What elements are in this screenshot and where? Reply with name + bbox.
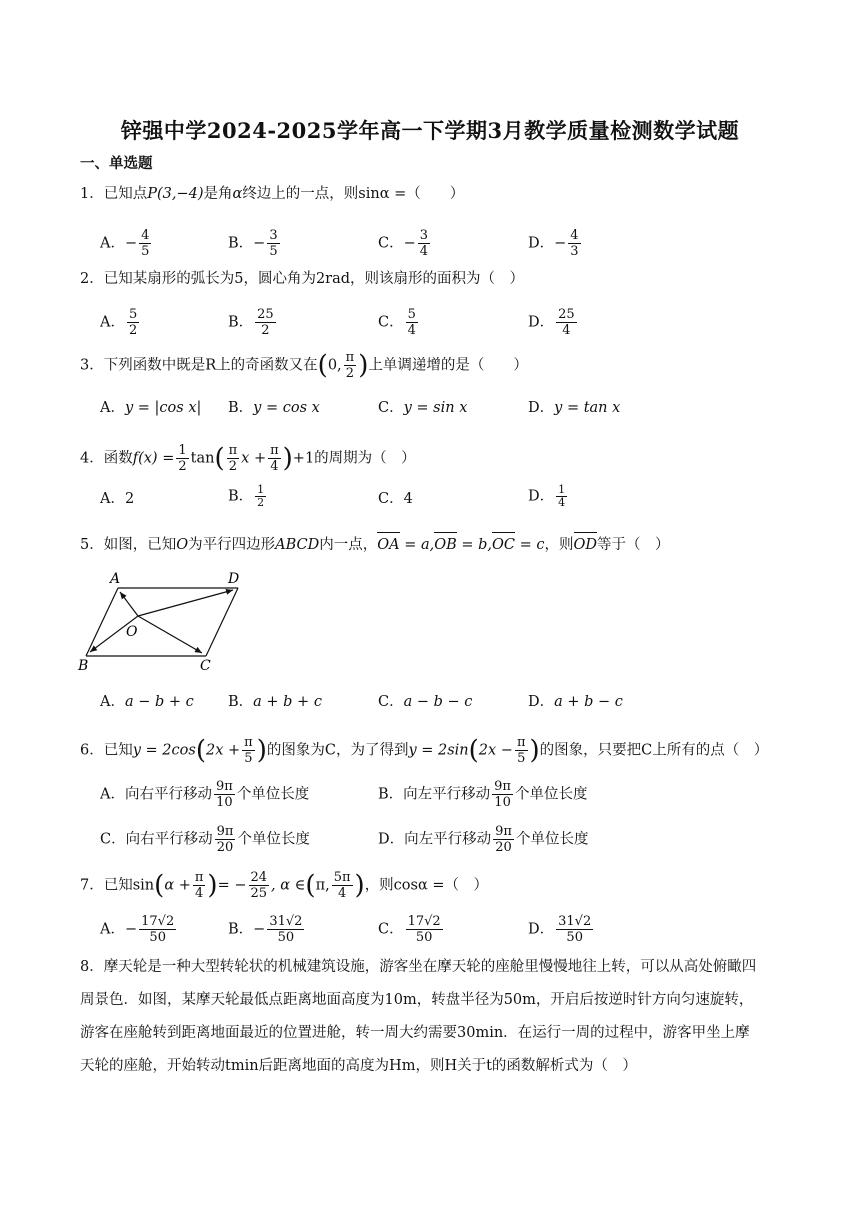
- question-4: [80, 443, 416, 474]
- option-pre: 向右平行移动: [125, 831, 213, 848]
- q6-suffix: 的图象，只要把C上所有的点（ ）: [539, 742, 769, 759]
- option-label: D．: [528, 235, 555, 252]
- option-fraction: [492, 779, 513, 810]
- q7-option-b[interactable]: [228, 914, 306, 945]
- q3-option-a[interactable]: [100, 398, 201, 418]
- q6-y2: y = 2sin: [408, 742, 469, 759]
- q4-option-d[interactable]: [528, 484, 569, 509]
- numerator: 17√2: [407, 914, 441, 929]
- q3-option-b[interactable]: [228, 398, 320, 418]
- option-label: A．: [100, 921, 125, 938]
- denominator: 2: [257, 496, 265, 509]
- q7-frac-1: [193, 870, 206, 901]
- q7-suffix: ，则cosα =（ ）: [364, 877, 489, 894]
- option-pre: 向右平行移动: [124, 786, 212, 803]
- option-label: C．: [378, 491, 404, 507]
- point-label-o: O: [126, 624, 138, 640]
- vector-od: OD: [574, 534, 598, 556]
- option-text: 2: [124, 491, 135, 507]
- denominator: 25: [250, 886, 268, 901]
- q7-frac-2: [249, 870, 270, 901]
- option-fraction: [418, 228, 430, 259]
- option-label: A．: [100, 786, 125, 803]
- denominator: 50: [566, 930, 583, 945]
- numerator: 1: [558, 483, 566, 496]
- numerator: 1: [178, 443, 187, 458]
- denominator: 2: [178, 459, 187, 474]
- option-label: C．: [378, 314, 404, 331]
- option-fraction: [556, 914, 593, 945]
- option-expr: y = cos x: [253, 400, 320, 416]
- q5-option-d[interactable]: [528, 692, 623, 712]
- denominator: 4: [558, 496, 566, 509]
- denominator: 10: [216, 795, 233, 810]
- q1-prefix: 1．已知点: [80, 186, 148, 202]
- q5-mid2: 内一点，: [319, 537, 378, 553]
- q7-option-a[interactable]: [100, 914, 178, 945]
- q7-interval: π,: [315, 877, 330, 894]
- option-fraction: [139, 914, 176, 945]
- right-paren: ): [354, 870, 365, 901]
- page-title: 锌强中学2024-2025学年高一下学期3月教学质量检测数学试题: [120, 118, 740, 143]
- option-label: D．: [378, 831, 405, 848]
- denominator: 4: [270, 459, 279, 474]
- q7-mid: , α ∈: [271, 877, 306, 894]
- option-fraction: [139, 228, 151, 259]
- option-label: B．: [228, 488, 254, 505]
- q8-line-3: 游客在座舱转到距离地面最近的位置进舱，转一周大约需要30min．在运行一周的过程中，游客甲坐上摩: [80, 1025, 750, 1041]
- option-text: 4: [403, 491, 413, 507]
- q6-prefix: 6．已知: [80, 742, 133, 759]
- question-5: [80, 534, 670, 556]
- numerator: 17√2: [141, 914, 175, 929]
- question-6: [80, 735, 768, 766]
- numerator: π: [345, 350, 355, 365]
- vertex-label-c: C: [200, 658, 211, 674]
- q7-option-d[interactable]: [528, 914, 595, 945]
- option-fraction: [267, 914, 304, 945]
- right-paren: ): [358, 350, 369, 381]
- q4-coef: [176, 443, 188, 474]
- option-fraction: [255, 484, 266, 509]
- denominator: 5: [517, 751, 526, 766]
- question-3: [80, 350, 528, 381]
- q5-mid: 为平行四边形: [188, 537, 276, 553]
- q7-inner: α +: [164, 877, 191, 894]
- q5-eq-b: = b,: [456, 537, 493, 553]
- denominator: 20: [216, 840, 234, 855]
- q5-abcd: ABCD: [275, 537, 320, 553]
- section-heading: 一、单选题: [80, 155, 153, 172]
- option-label: D．: [528, 314, 555, 331]
- q8-line-1: 8．摩天轮是一种大型转轮状的机械建筑设施，游客坐在摩天轮的座舱里慢慢地往上转，可以从高处俯瞰四: [80, 959, 757, 975]
- numerator: 9π: [216, 824, 234, 839]
- q4-tan: tan: [190, 450, 215, 467]
- left-paren: (: [214, 443, 225, 474]
- q6-option-c[interactable]: [100, 824, 310, 855]
- q5-suffix: 等于（ ）: [597, 537, 670, 553]
- numerator: 9π: [495, 824, 512, 839]
- q4-x-plus: x +: [241, 450, 267, 467]
- numerator: π: [516, 735, 526, 750]
- question-2: 2．已知某扇形的弧长为5，圆心角为2rad，则该扇形的面积为（ ）: [80, 271, 525, 287]
- q6-option-a[interactable]: [100, 779, 309, 810]
- q5-prefix: 5．如图，已知: [80, 537, 177, 553]
- option-label: A．: [100, 491, 125, 507]
- left-paren: (: [317, 350, 328, 381]
- numerator: π: [228, 443, 238, 458]
- numerator: 3: [269, 228, 278, 243]
- q3-interval-left: 0,: [327, 357, 342, 374]
- denominator: 4: [419, 244, 429, 259]
- option-label: B．: [228, 235, 254, 252]
- denominator: 2: [261, 323, 270, 338]
- q4-frac-a: [227, 443, 240, 474]
- q4-option-b[interactable]: [228, 484, 268, 509]
- option-post: 个单位长度: [515, 831, 589, 848]
- denominator: 2: [228, 459, 238, 474]
- q1-option-a[interactable]: [100, 228, 153, 259]
- question-8: [80, 951, 800, 1083]
- denominator: 2: [345, 366, 355, 381]
- q7-eq: = −: [217, 877, 247, 894]
- option-fraction: [255, 307, 276, 338]
- right-paren: ): [207, 870, 218, 901]
- q2-option-b[interactable]: [228, 307, 278, 338]
- option-fraction: [556, 484, 567, 509]
- denominator: 10: [494, 795, 511, 810]
- vertex-label-d: D: [228, 571, 240, 587]
- option-sign: −: [124, 921, 138, 938]
- option-expr: a + b − c: [554, 694, 623, 710]
- q2-option-d[interactable]: [528, 307, 579, 338]
- q6-frac-2: [515, 735, 528, 766]
- option-expr: y = tan x: [554, 400, 621, 416]
- q1-mid: 是角: [203, 186, 233, 202]
- option-label: C．: [378, 694, 404, 710]
- denominator: 3: [570, 244, 579, 259]
- q1-option-c[interactable]: [378, 228, 432, 259]
- numerator: π: [194, 870, 204, 885]
- q5-mid3: ，则: [544, 537, 574, 553]
- q6-option-b[interactable]: [378, 779, 587, 810]
- option-sign: −: [124, 235, 138, 252]
- option-label: C．: [378, 400, 404, 416]
- option-expr: y = |cos x|: [124, 400, 202, 416]
- left-paren: (: [305, 870, 316, 901]
- option-pre: 向左平行移动: [404, 831, 492, 848]
- q1-point: P(3,−4): [147, 186, 204, 202]
- denominator: 4: [195, 886, 204, 901]
- q6-y1: y = 2cos: [132, 742, 196, 759]
- question-7: [80, 870, 488, 901]
- q5-eq-a: = a,: [399, 537, 435, 553]
- numerator: 31√2: [558, 914, 592, 929]
- q6-option-d[interactable]: [378, 824, 588, 855]
- q6-mid: 的图象为C，为了得到: [266, 742, 409, 759]
- arrow-od: [138, 590, 233, 616]
- q7-prefix: 7．已知sin: [80, 877, 155, 894]
- option-sign: −: [253, 921, 266, 938]
- numerator: π: [270, 443, 279, 458]
- numerator: 4: [570, 228, 579, 243]
- vector-ob: OB: [434, 534, 457, 556]
- option-label: B．: [228, 400, 254, 416]
- question-1: [80, 183, 464, 205]
- q4-suffix: 的周期为（ ）: [314, 450, 416, 467]
- arrow-oc: [138, 616, 202, 653]
- q1-tail: 终边上的一点，则sinα =（ ）: [242, 186, 465, 202]
- option-fraction: [215, 824, 236, 855]
- vector-oa: OA: [377, 534, 399, 556]
- option-label: D．: [528, 488, 555, 505]
- numerator: π: [244, 735, 253, 750]
- q2-option-c[interactable]: [378, 307, 420, 338]
- denominator: 4: [407, 323, 416, 338]
- option-fraction: [406, 914, 443, 945]
- option-label: D．: [528, 694, 555, 710]
- q1-option-d[interactable]: [528, 228, 583, 259]
- option-label: B．: [378, 786, 404, 803]
- option-post: 个单位长度: [236, 786, 310, 803]
- q3-suffix: 上单调递增的是（ ）: [368, 357, 528, 374]
- numerator: 1: [257, 483, 265, 496]
- q3-option-d[interactable]: [528, 398, 620, 418]
- parallelogram-figure: [76, 568, 256, 674]
- left-paren: (: [154, 870, 165, 901]
- edge-ab: [86, 588, 118, 656]
- q6-in1: 2x +: [205, 742, 241, 759]
- option-sign: −: [554, 235, 567, 252]
- q4-option-a[interactable]: [100, 489, 134, 509]
- option-label: D．: [528, 400, 555, 416]
- q5-option-a[interactable]: [100, 692, 194, 712]
- denominator: 50: [277, 930, 295, 945]
- q5-o: O: [176, 537, 189, 553]
- option-expr: a + b + c: [253, 694, 322, 710]
- option-fraction: [127, 307, 139, 338]
- q3-option-c[interactable]: [378, 398, 467, 418]
- option-label: C．: [378, 235, 404, 252]
- denominator: 5: [269, 244, 278, 259]
- numerator: 24: [250, 870, 268, 885]
- option-post: 个单位长度: [237, 831, 310, 848]
- option-label: C．: [378, 921, 404, 938]
- denominator: 50: [415, 930, 433, 945]
- option-fraction: [406, 307, 418, 338]
- option-fraction: [568, 228, 580, 259]
- option-post: 个单位长度: [514, 786, 588, 803]
- option-fraction: [214, 779, 235, 810]
- q3-prefix: 3．下列函数中既是R上的奇函数又在: [80, 357, 318, 374]
- q4-frac-b: [268, 443, 281, 474]
- q1-alpha: α: [232, 186, 243, 202]
- numerator: 25: [558, 307, 575, 322]
- right-paren: ): [282, 443, 293, 474]
- numerator: 3: [419, 228, 429, 243]
- option-fraction: [493, 824, 514, 855]
- q2-option-a[interactable]: [100, 307, 141, 338]
- q5-eq-c: = c: [515, 537, 545, 553]
- edge-dc: [206, 588, 238, 656]
- q7-frac-3: [332, 870, 353, 901]
- option-label: C．: [100, 831, 126, 848]
- option-fraction: [556, 307, 577, 338]
- numerator: 9π: [494, 779, 511, 794]
- option-sign: −: [253, 235, 266, 252]
- option-sign: −: [403, 235, 416, 252]
- option-expr: y = sin x: [403, 400, 468, 416]
- q7-option-c[interactable]: [378, 914, 445, 945]
- option-label: A．: [100, 694, 125, 710]
- q8-line-2: 周景色．如图，某摩天轮最低点距离地面高度为10m，转盘半径为50m，开启后按逆时针方向匀速旋转，: [80, 992, 754, 1008]
- option-fraction: [267, 228, 279, 259]
- option-expr: a − b + c: [124, 694, 194, 710]
- numerator: 5: [128, 307, 138, 322]
- denominator: 4: [337, 886, 347, 901]
- q4-prefix: 4．函数: [80, 450, 133, 467]
- denominator: 5: [141, 244, 150, 259]
- numerator: 25: [257, 307, 274, 322]
- numerator: 9π: [215, 779, 233, 794]
- q6-in2: 2x −: [478, 742, 513, 759]
- q8-line-4: 天轮的座舱，开始转动tmin后距离地面的高度为Hm，则H关于t的函数解析式为（ ）: [80, 1058, 637, 1074]
- option-pre: 向左平行移动: [403, 786, 491, 803]
- q4-option-c[interactable]: [378, 489, 413, 509]
- option-label: A．: [100, 235, 125, 252]
- denominator: 4: [562, 323, 571, 338]
- option-label: B．: [228, 314, 254, 331]
- numerator: 5π: [333, 870, 351, 885]
- left-paren: (: [468, 735, 479, 766]
- right-paren: ): [529, 735, 540, 766]
- numerator: 4: [141, 228, 150, 243]
- option-label: A．: [100, 314, 125, 331]
- option-label: B．: [228, 921, 254, 938]
- option-label: D．: [528, 921, 555, 938]
- q5-option-c[interactable]: [378, 692, 472, 712]
- q1-option-b[interactable]: [228, 228, 282, 259]
- option-expr: a − b − c: [403, 694, 473, 710]
- numerator: 5: [407, 307, 416, 322]
- vertex-label-b: B: [78, 658, 89, 674]
- left-paren: (: [195, 735, 206, 766]
- vector-oc: OC: [492, 534, 515, 556]
- q3-fraction: [344, 350, 357, 381]
- vertex-label-a: A: [110, 571, 121, 587]
- right-paren: ): [256, 735, 267, 766]
- q6-frac-1: [242, 735, 255, 766]
- denominator: 50: [149, 930, 166, 945]
- denominator: 5: [244, 751, 253, 766]
- option-label: A．: [100, 400, 125, 416]
- denominator: 2: [128, 323, 138, 338]
- denominator: 20: [495, 840, 512, 855]
- q4-plus-one: +1: [292, 450, 315, 467]
- option-label: B．: [228, 694, 254, 710]
- q4-fx: f(x) =: [132, 450, 175, 467]
- numerator: 31√2: [269, 914, 303, 929]
- arrow-oa: [120, 592, 138, 616]
- q5-option-b[interactable]: [228, 692, 322, 712]
